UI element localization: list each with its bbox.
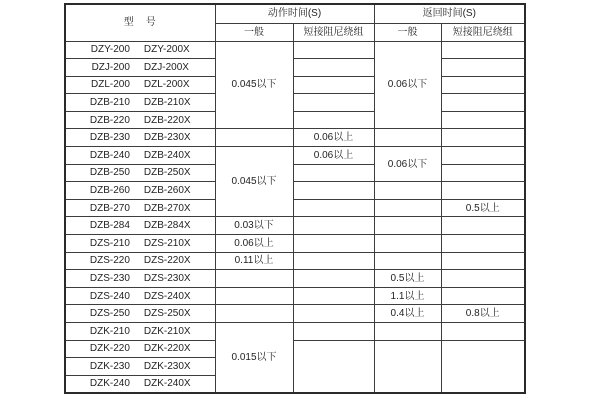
table-row: [65, 340, 525, 358]
model-label: DZB-270: [89, 202, 130, 214]
action-time-header: 动作时间(S): [215, 4, 374, 23]
return-damped-cell: [441, 129, 525, 147]
model-label: DZB-284X: [143, 220, 191, 232]
action-general-cell: [215, 305, 293, 323]
action-general-cell: 0.11以上: [215, 252, 293, 270]
return-time-header: 返回时间(S): [374, 4, 525, 23]
table-row: [65, 164, 525, 182]
table-row: [65, 323, 525, 341]
return-general-cell: [374, 182, 441, 200]
return-general-cell: [374, 199, 441, 217]
spec-table-container: [64, 3, 526, 394]
model-cell: [65, 270, 215, 288]
return-damped-cell: 0.5以上: [441, 199, 525, 217]
model-cell: [65, 217, 215, 235]
model-label: DZS-210X: [143, 237, 191, 249]
return-damped-cell: [441, 323, 525, 341]
return-damped-subheader: 短接阻尼绕组: [441, 23, 525, 41]
table-row: [65, 287, 525, 305]
action-damped-cell: [293, 323, 374, 341]
model-label: DZK-210X: [143, 325, 191, 337]
model-label: DZK-240: [89, 378, 130, 390]
return-damped-cell: [441, 340, 525, 393]
action-damped-cell: [293, 111, 374, 129]
action-damped-cell: [293, 164, 374, 182]
table-row: [65, 270, 525, 288]
model-label: DZB-210X: [143, 97, 191, 109]
model-label: DZB-250: [89, 167, 130, 179]
return-damped-cell: [441, 287, 525, 305]
action-general-subheader: 一般: [215, 23, 293, 41]
model-cell: [65, 358, 215, 376]
model-cell: [65, 59, 215, 77]
return-general-cell: [374, 129, 441, 147]
table-row: [65, 217, 525, 235]
model-label: DZS-230: [89, 273, 130, 285]
action-damped-cell: [293, 217, 374, 235]
return-general-subheader: 一般: [374, 23, 441, 41]
model-label: DZY-200X: [143, 44, 190, 56]
model-cell: [65, 129, 215, 147]
action-damped-cell: [293, 59, 374, 77]
model-cell: [65, 41, 215, 59]
return-damped-cell: [441, 41, 525, 59]
table-row: [65, 41, 525, 59]
action-damped-cell: [293, 94, 374, 112]
action-damped-cell: [293, 270, 374, 288]
action-damped-cell: [293, 305, 374, 323]
action-damped-cell: 0.06以上: [293, 147, 374, 165]
spec-table-header: [65, 4, 525, 41]
model-label: DZL-200: [91, 79, 130, 91]
model-label: DZS-250X: [143, 308, 191, 320]
return-damped-cell: [441, 252, 525, 270]
model-label: DZS-220: [89, 255, 130, 267]
table-row: [65, 147, 525, 165]
model-label: DZJ-200: [91, 61, 130, 73]
model-cell: [65, 111, 215, 129]
model-label: DZK-230X: [143, 360, 191, 372]
action-general-cell: 0.03以下: [215, 217, 293, 235]
model-label: DZK-240X: [143, 378, 191, 390]
model-cell: [65, 182, 215, 200]
action-damped-cell: [293, 76, 374, 94]
model-label: DZS-210: [89, 237, 130, 249]
return-damped-cell: [441, 59, 525, 77]
return-general-cell: [374, 252, 441, 270]
model-label: DZL-200X: [143, 79, 190, 91]
model-label: DZJ-200X: [143, 61, 189, 73]
model-cell: [65, 76, 215, 94]
return-damped-cell: [441, 76, 525, 94]
model-label: DZB-260X: [143, 185, 191, 197]
action-general-cell: 0.06以上: [215, 235, 293, 253]
action-general-cell: [215, 129, 293, 147]
model-label: DZB-230X: [143, 132, 191, 144]
model-label: DZB-220: [89, 114, 130, 126]
model-label: DZB-250X: [143, 167, 191, 179]
table-row: [65, 305, 525, 323]
return-damped-cell: 0.8以上: [441, 305, 525, 323]
return-general-cell: [374, 235, 441, 253]
header-row-groups: [65, 4, 525, 23]
return-damped-cell: [441, 270, 525, 288]
return-damped-cell: [441, 182, 525, 200]
return-damped-cell: [441, 164, 525, 182]
model-cell: [65, 164, 215, 182]
return-damped-cell: [441, 94, 525, 112]
action-general-cell: 0.045以下: [215, 41, 293, 129]
model-label: DZB-230: [89, 132, 130, 144]
return-damped-cell: [441, 147, 525, 165]
table-row: [65, 252, 525, 270]
return-general-cell: 0.4以上: [374, 305, 441, 323]
model-label: DZB-240: [89, 149, 130, 161]
model-label: DZB-240X: [143, 149, 191, 161]
table-row: [65, 235, 525, 253]
model-label: DZK-230: [89, 360, 130, 372]
return-damped-cell: [441, 217, 525, 235]
model-label: DZS-250: [89, 308, 130, 320]
return-general-cell: 0.06以下: [374, 41, 441, 129]
model-label: DZK-220X: [143, 343, 191, 355]
return-general-cell: [374, 340, 441, 393]
action-damped-cell: [293, 340, 374, 393]
model-label: DZK-220: [89, 343, 130, 355]
model-label: DZB-220X: [143, 114, 191, 126]
table-row: [65, 182, 525, 200]
action-damped-subheader: 短接阻尼绕组: [293, 23, 374, 41]
model-label: DZS-220X: [143, 255, 191, 267]
return-general-cell: 1.1以上: [374, 287, 441, 305]
model-cell: [65, 323, 215, 341]
model-cell: [65, 287, 215, 305]
action-general-cell: 0.015以下: [215, 323, 293, 393]
model-label: DZB-210: [89, 97, 130, 109]
model-cell: [65, 375, 215, 393]
model-cell: [65, 199, 215, 217]
table-row: [65, 129, 525, 147]
model-label: DZS-230X: [143, 273, 191, 285]
spec-table-body: [65, 41, 525, 393]
action-general-cell: 0.045以下: [215, 147, 293, 217]
model-label: DZS-240: [89, 290, 130, 302]
action-damped-cell: [293, 252, 374, 270]
model-cell: [65, 147, 215, 165]
table-row: [65, 111, 525, 129]
action-damped-cell: [293, 41, 374, 59]
action-damped-cell: [293, 287, 374, 305]
return-general-cell: [374, 217, 441, 235]
return-general-cell: 0.5以上: [374, 270, 441, 288]
table-row: [65, 76, 525, 94]
model-label: DZY-200: [90, 44, 130, 56]
table-row: [65, 94, 525, 112]
model-label: DZS-240X: [143, 290, 191, 302]
model-cell: [65, 305, 215, 323]
table-row: [65, 199, 525, 217]
return-damped-cell: [441, 235, 525, 253]
action-general-cell: [215, 287, 293, 305]
model-cell: [65, 235, 215, 253]
return-general-cell: 0.06以下: [374, 147, 441, 182]
table-row: [65, 59, 525, 77]
model-label: DZB-270X: [143, 202, 191, 214]
model-label: DZK-210: [89, 325, 130, 337]
return-general-cell: [374, 323, 441, 341]
action-damped-cell: [293, 199, 374, 217]
action-damped-cell: [293, 235, 374, 253]
spec-table: [64, 3, 526, 394]
model-label: DZB-284: [89, 220, 130, 232]
model-label: DZB-260: [89, 185, 130, 197]
return-damped-cell: [441, 111, 525, 129]
model-cell: [65, 94, 215, 112]
action-damped-cell: [293, 182, 374, 200]
model-column-header: 型 号: [65, 4, 215, 41]
action-damped-cell: 0.06以上: [293, 129, 374, 147]
model-cell: [65, 252, 215, 270]
action-general-cell: [215, 270, 293, 288]
model-cell: [65, 340, 215, 358]
